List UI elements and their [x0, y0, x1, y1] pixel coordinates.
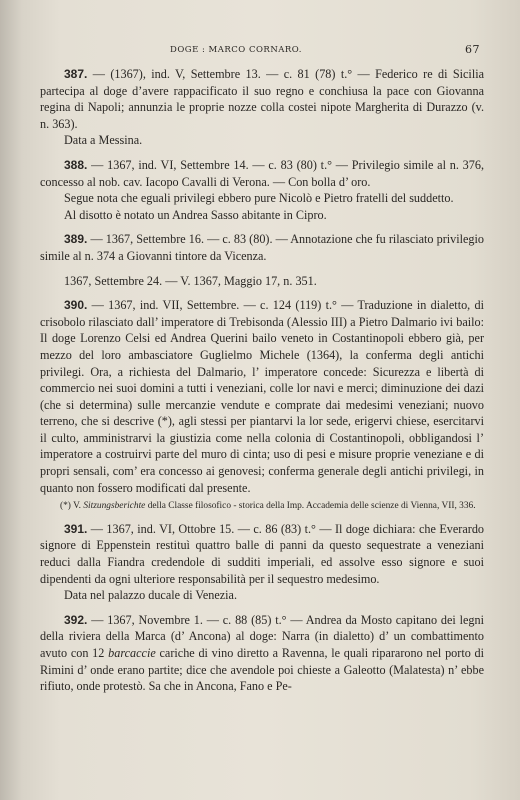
entry-388 — [40, 157, 484, 190]
footnote — [40, 500, 484, 513]
entry-text: — (1367), ind. V, Settembre 13. — c. 81 (78) t.° — Federico re di Sicilia partecipa al doge d’avere rappacificato il suo regno e conchiusa la pace con Giovanna regina di Napoli; annunzia le proprie nozze colla costei nipote Margherita di Durazzo (v. n. 363). — [40, 67, 484, 131]
entry-389 — [40, 231, 484, 264]
page-number: 67 — [465, 43, 480, 56]
entry-text: — 1367, ind. VII, Settembre. — c. 124 (119) t.° — Traduzione in dialetto, di crisobolo rilasciato dall’ imperatore di Trebisonda (Alessio III) a Pietro Dalmario ivi bailo: Il doge Lorenzo Celsi ed Andrea Querini bailo veneto in Costantinopoli ebbero già, per mezzo del loro ambasciatore Guglielmo Michele (1364), la conferma degli antichi privilegi. Ora, a richiesta del Dalmario, l’ imperatore concede: Sicurezza e libertà di commercio nei suoi domini a tutti i veneziani, colle lor navi e merci; diminuzione dei dazi (che si determina) sulle mercanzie vendute e comprate dai medesimi veneziani; nuovo terreno, che si descrive (*), agli stessi per piantarvi la lor sede, erigervi chiese, esercitarvi il culto, amministrarvi la giustizia come nella colonia di Costantinopoli, obbligandosi l’ imperatore a costruirvi parte del muro di cinta; uso di pesi e misure proprie veneziane e di propri sensali, com’ era concesso ai genovesi; conferma generale degli antichi privilegi, in quanto non fossero modificati dal presente. — [40, 298, 484, 495]
entry-392 — [40, 612, 484, 695]
footnote-text: della Classe filosofico - storica della Imp. Accademia delle scienze di Vienna, VII, 336. — [147, 501, 476, 512]
entry-388-note-2: Al disotto è notato un Andrea Sasso abitante in Cipro. — [64, 207, 327, 222]
cross-reference: 1367, Settembre 24. — V. 1367, Maggio 17, n. 351. — [64, 273, 317, 288]
running-head — [170, 44, 480, 58]
entry-390 — [40, 297, 484, 496]
entry-text: — 1367, Novembre 1. — c. 88 (85) t.° — Andrea da Mosto capitano dei legni della riviera della Marca (d’ Ancona) al doge: Narra (in dialetto) d’ un combattimento avuto con 12 — [40, 612, 484, 660]
entry-text: — 1367, Settembre 16. — c. 83 (80). — Annotazione che fu rilasciato privilegio simile al n. 374 a Giovanni tintore da Vicenza. — [40, 232, 484, 263]
entry-388-note: Segue nota che eguali privilegi ebbero pure Nicolò e Pietro fratelli del suddetto. — [64, 191, 454, 206]
entry-italic-word: barcaccie — [108, 645, 156, 660]
body-text — [40, 66, 484, 695]
entry-number: 389. — [64, 232, 88, 247]
entry-391 — [40, 521, 484, 587]
footnote-prefix: (*) V. — [60, 501, 82, 512]
entry-text: — 1367, ind. VI, Ottobre 15. — c. 86 (83) t.° — Il doge dichiara: che Everardo signore di Eppenstein restituì quattro balle di panni da questo sequestrate a veneziani reduci dalla Fiandra credendole di sudditi imperiali, ed assolve esso signore e suoi dipendenti da ogni ulteriore responsabilità per il sequestro medesimo. — [40, 521, 485, 586]
entry-text-cont: cariche di vino diretto a Ravenna, le quali ripararono nel porto di Rimini d’ onde erano partite; dice che avendole poi chieste a Galeotto (Malatesta) n’ ebbe rifiuto, onde protestò. Sa che in Ancona, Fano e Pe- — [40, 645, 485, 694]
running-title: DOGE : MARCO CORNARO. — [170, 45, 302, 55]
entry-number: 387. — [64, 67, 88, 81]
entry-391-note: Data nel palazzo ducale di Venezia. — [64, 588, 238, 603]
entry-number: 391. — [64, 521, 88, 536]
entry-387-note: Data a Messina. — [64, 133, 143, 148]
footnote-italic: Sitzungsberichte — [83, 501, 146, 512]
entry-number: 392. — [64, 612, 88, 627]
entry-number: 390. — [64, 298, 88, 313]
entry-387 — [40, 66, 484, 132]
entry-text: — 1367, ind. VI, Settembre 14. — c. 83 (80) t.° — Privilegio simile al n. 376, concesso al nob. cav. Iacopo Cavalli di Verona. — Con bolla d’ oro. — [40, 157, 485, 189]
entry-number: 388. — [64, 157, 88, 172]
